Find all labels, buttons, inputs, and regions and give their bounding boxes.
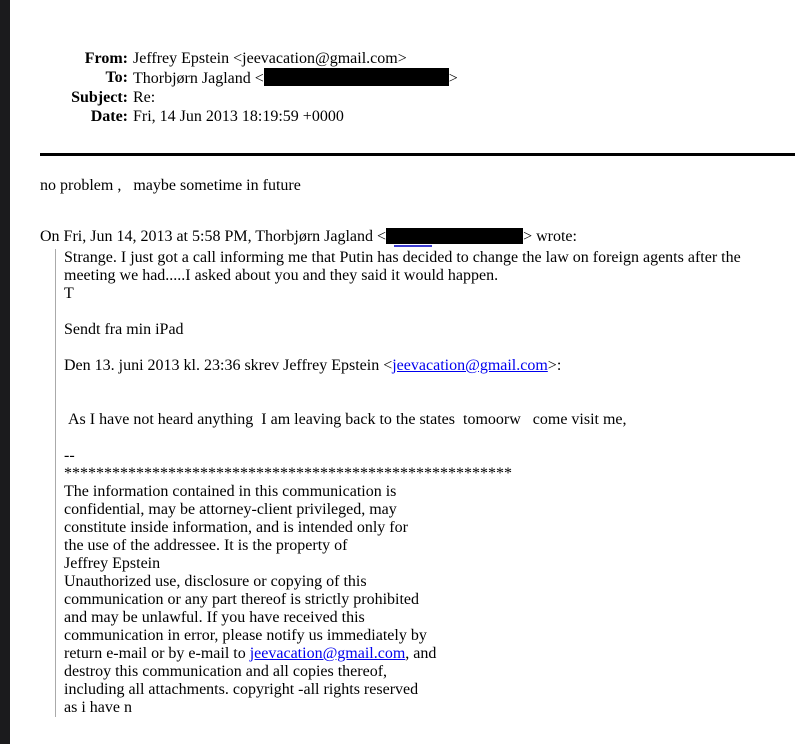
disclaimer-line: communication or any part thereof is strictly prohibited [64, 591, 420, 608]
blank-line [64, 303, 795, 321]
email-document [40, 0, 795, 717]
header-row-from [40, 49, 795, 68]
to-value-suffix: > [448, 70, 458, 87]
disclaimer-line: Jeffrey Epstein [64, 555, 161, 572]
from-value: Jeffrey Epstein <jeevacation@gmail.com> [133, 50, 407, 67]
subject-value: Re: [133, 89, 156, 106]
disclaimer-line: constitute inside information, and is intended only for [64, 519, 408, 536]
header-body-divider [40, 153, 795, 156]
disclaimer-line: Unauthorized use, disclosure or copying of this [64, 573, 367, 590]
quote-attribution-line [40, 228, 795, 246]
disclaimer-link-suffix: , and [405, 645, 437, 662]
signature-asterisk-rule: ******************************************************** [64, 465, 512, 482]
to-value [128, 68, 458, 88]
disclaimer-line: and may be unlawful. If you have received this [64, 609, 365, 626]
blank-line [64, 429, 795, 447]
blank-line [64, 339, 795, 357]
blank-line [64, 375, 795, 393]
attribution-suffix: > wrote: [523, 228, 577, 245]
quoted-paragraph: Strange. I just got a call informing me that Putin has decided to change the law on foreign agents after the meeting we had.....I asked about you and they said it would happen. [64, 249, 745, 284]
header-row-date [40, 107, 795, 126]
reply-message-text: no problem , maybe sometime in future [40, 177, 301, 194]
redaction-bar [264, 68, 449, 86]
blank-line [64, 393, 795, 411]
email-header [40, 49, 795, 126]
quoted-signoff: T [64, 285, 74, 302]
redaction-bar [386, 228, 523, 244]
disclaimer-line: communication in error, please notify us immediately by [64, 627, 427, 644]
sent-from-device-line: Sendt fra min iPad [64, 321, 184, 338]
disclaimer-line: as i have n [64, 699, 132, 716]
redacted-link-underline [394, 245, 432, 247]
original-message-text: As I have not heard anything I am leaving back to the states tomoorw come visit me, [64, 411, 627, 428]
disclaimer-line: destroy this communication and all copies thereof, [64, 663, 388, 680]
header-row-to [40, 68, 795, 88]
disclaimer-line: including all attachments. copyright -all rights reserved [64, 681, 419, 698]
to-label: To: [105, 69, 128, 86]
forward-prefix: Den 13. juni 2013 kl. 23:36 skrev Jeffrey Epstein < [64, 357, 393, 374]
disclaimer-link-line [64, 645, 795, 663]
disclaimer-line: the use of the addressee. It is the property of [64, 537, 348, 554]
disclaimer-line: The information contained in this communication is [64, 483, 397, 500]
email-address-link[interactable]: jeevacation@gmail.com [392, 357, 548, 374]
attribution-prefix: On Fri, Jun 14, 2013 at 5:58 PM, Thorbjørn Jagland < [40, 228, 387, 245]
page-left-edge-bar [0, 0, 10, 744]
quoted-message [55, 249, 795, 717]
to-value-prefix: Thorbjørn Jagland < [133, 70, 264, 87]
date-value: Fri, 14 Jun 2013 18:19:59 +0000 [133, 108, 344, 125]
date-label: Date: [90, 108, 128, 125]
email-address-link[interactable]: jeevacation@gmail.com [249, 645, 406, 662]
subject-label: Subject: [71, 89, 128, 106]
forwarded-attribution-line [64, 357, 795, 375]
disclaimer-link-prefix: return e-mail or by e-mail to [64, 645, 250, 662]
forward-suffix: >: [547, 357, 562, 374]
header-row-subject [40, 88, 795, 107]
disclaimer-line: confidential, may be attorney-client privileged, may [64, 501, 397, 518]
signature-separator: -- [64, 447, 75, 464]
from-label: From: [84, 50, 128, 67]
